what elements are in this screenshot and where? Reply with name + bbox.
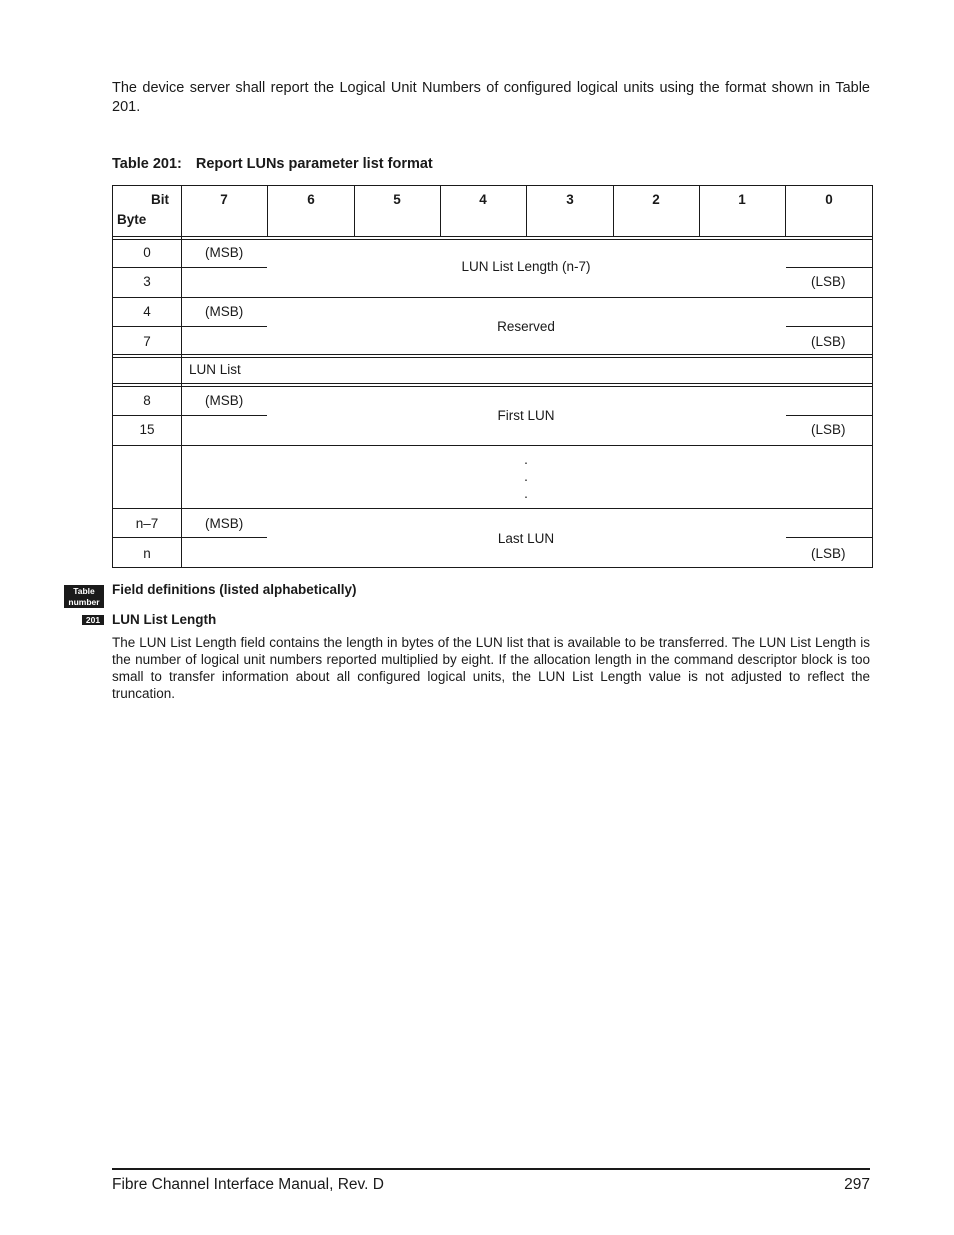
col-divider <box>785 186 786 236</box>
header-bit: Bit <box>151 192 169 207</box>
row-divider <box>113 445 872 446</box>
lsb-label: (LSB) <box>811 546 846 561</box>
tag-number-word: number <box>68 596 100 607</box>
table-number-tag <box>64 585 104 608</box>
msb-label: (MSB) <box>205 393 244 408</box>
ellipsis-dot: . <box>524 452 528 467</box>
row-divider <box>113 508 872 509</box>
col-divider-byte <box>181 186 182 567</box>
field-lun-list-length: LUN List Length (n-7) <box>461 259 591 274</box>
col-divider <box>699 186 700 236</box>
row-divider <box>113 383 872 384</box>
header-bit-6: 6 <box>307 192 315 207</box>
header-bit-5: 5 <box>393 192 401 207</box>
field-lun-list: LUN List <box>189 362 241 377</box>
byte-label: 7 <box>143 334 151 349</box>
byte-label: 8 <box>143 393 151 408</box>
msb-label: (MSB) <box>205 304 244 319</box>
table-caption-title: Report LUNs parameter list format <box>195 156 433 172</box>
row-divider <box>113 386 872 387</box>
table-caption-label: Table 201: <box>112 156 182 172</box>
ellipsis-dot: . <box>524 486 528 501</box>
footer-title: Fibre Channel Interface Manual, Rev. D <box>112 1176 384 1193</box>
col-divider <box>440 186 441 236</box>
header-bit-2: 2 <box>652 192 660 207</box>
row-divider <box>113 239 872 240</box>
col-divider <box>526 186 527 236</box>
tag-table-word: Table <box>73 586 95 596</box>
row-divider <box>113 297 872 298</box>
col-divider <box>267 186 268 236</box>
header-byte: Byte <box>117 212 147 227</box>
header-bit-4: 4 <box>479 192 487 207</box>
byte-label: 0 <box>143 245 151 260</box>
lsb-label: (LSB) <box>811 422 846 437</box>
row-divider <box>113 236 872 237</box>
field-last-lun: Last LUN <box>497 531 555 546</box>
msb-label: (MSB) <box>205 516 244 531</box>
header-bit-7: 7 <box>220 192 228 207</box>
col-divider <box>354 186 355 236</box>
msb-underline <box>181 326 267 327</box>
row-divider <box>113 267 181 268</box>
footer-rule <box>112 1168 870 1170</box>
msb-underline <box>181 267 267 268</box>
field-description: The LUN List Length field contains the length in bytes of the LUN list that is available to be transferred. The LUN List Length is the number of logical unit numbers reported multiplied by eight. If the allocation length in the command descriptor block is too small to transfer information about all configured logical units, the LUN List Length value is not adjusted to reflect the truncation. <box>112 635 870 701</box>
page-number: 297 <box>844 1176 870 1193</box>
intro-paragraph: The device server shall report the Logical Unit Numbers of configured logical units using the format shown in Table 201. <box>112 80 870 115</box>
row-divider <box>113 537 181 538</box>
msb-underline <box>181 415 267 416</box>
report-luns-table <box>112 185 873 568</box>
lsb-overline <box>786 537 872 538</box>
byte-label: n <box>143 546 151 561</box>
field-definitions-heading: Field definitions (listed alphabetically) <box>112 582 357 597</box>
lsb-label: (LSB) <box>811 334 846 349</box>
msb-underline <box>181 537 267 538</box>
row-divider <box>113 415 181 416</box>
byte-label: 3 <box>143 274 151 289</box>
table-caption <box>112 156 433 172</box>
msb-label: (MSB) <box>205 245 244 260</box>
byte-label: 15 <box>139 422 155 437</box>
field-reserved: Reserved <box>497 319 555 334</box>
row-divider <box>113 357 872 358</box>
byte-label: n–7 <box>135 516 159 531</box>
byte-label: 4 <box>143 304 151 319</box>
col-divider <box>613 186 614 236</box>
lsb-overline <box>786 267 872 268</box>
header-bit-1: 1 <box>738 192 746 207</box>
ellipsis-dot: . <box>524 469 528 484</box>
row-divider <box>113 354 872 355</box>
field-first-lun: First LUN <box>497 408 555 423</box>
table-number-badge: 201 <box>82 615 104 625</box>
field-name-lun-list-length: LUN List Length <box>112 612 217 627</box>
header-bit-0: 0 <box>825 192 833 207</box>
row-divider <box>113 326 181 327</box>
lsb-label: (LSB) <box>811 274 846 289</box>
header-bit-3: 3 <box>566 192 574 207</box>
lsb-overline <box>786 326 872 327</box>
lsb-overline <box>786 415 872 416</box>
